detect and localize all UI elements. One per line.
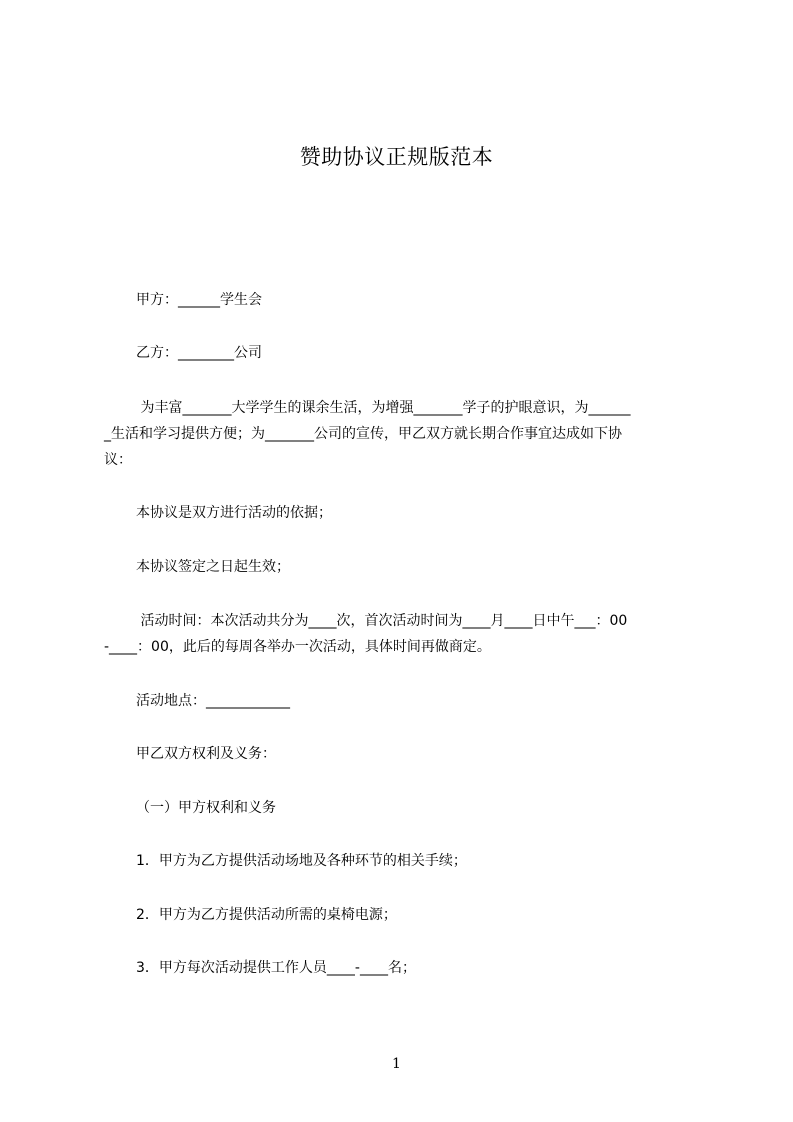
party-a-rights-heading: （一）甲方权利和义务 <box>136 800 276 816</box>
intro-line-3: 议： <box>104 452 132 468</box>
party-b-line: 乙方：________公司 <box>136 345 262 361</box>
effective-line: 本协议签定之日起生效； <box>136 559 290 575</box>
document-title: 赞助协议正规版范本 <box>299 145 494 169</box>
intro-line-1: 为丰富_______大学学生的课余生活，为增强_______学子的护眼意识，为______ <box>136 400 631 416</box>
intro-line-2: _生活和学习提供方便；为_______公司的宣传，甲乙双方就长期合作事宜达成如下协 <box>104 426 622 442</box>
activity-time-line-1: 活动时间：本次活动共分为____次，首次活动时间为____月____日中午___：00 <box>136 613 628 629</box>
basis-line: 本协议是双方进行活动的依据； <box>136 505 332 521</box>
list-item-2: 2．甲方为乙方提供活动所需的桌椅电源； <box>136 907 397 923</box>
activity-time-line-2: -____：00，此后的每周各举办一次活动，具体时间再做商定。 <box>104 639 491 655</box>
page-number: 1 <box>392 1056 401 1072</box>
list-item-3: 3．甲方每次活动提供工作人员____-____名； <box>136 960 416 976</box>
list-item-1: 1．甲方为乙方提供活动场地及各种环节的相关手续； <box>136 853 467 869</box>
activity-location-line: 活动地点：____________ <box>136 693 290 709</box>
rights-heading: 甲乙双方权利及义务： <box>136 746 276 762</box>
party-a-line: 甲方：______学生会 <box>136 292 262 308</box>
